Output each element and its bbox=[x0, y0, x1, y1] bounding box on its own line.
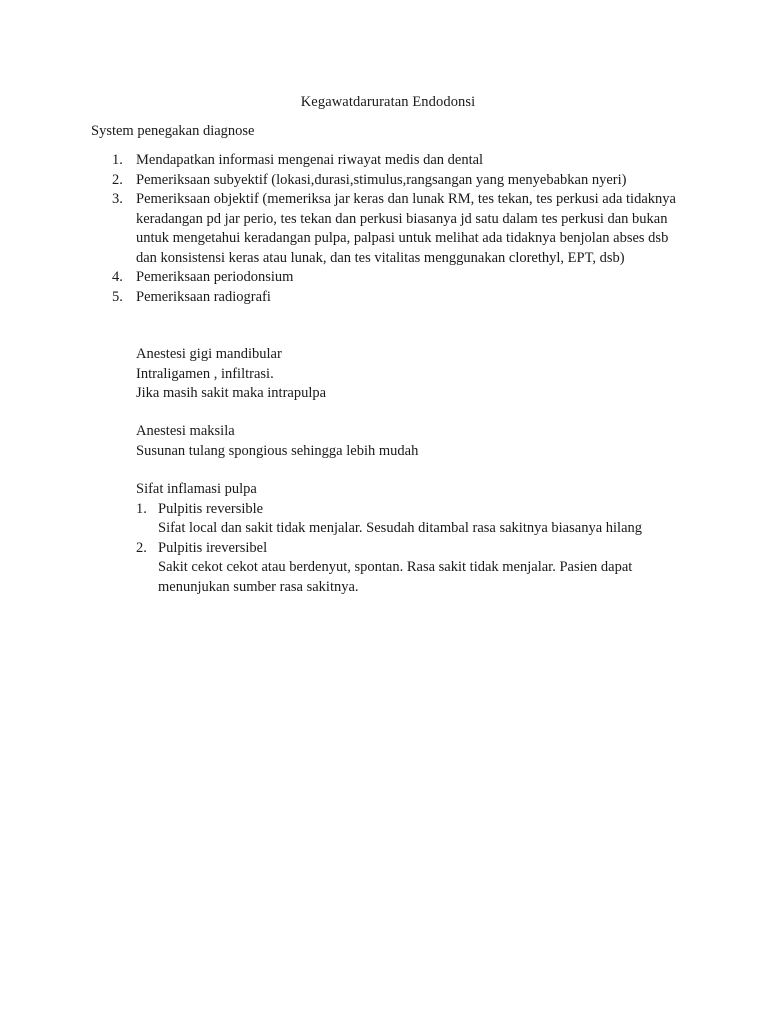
list-item-text: Pemeriksaan radiografi bbox=[136, 288, 271, 305]
list-item-description: Sifat local dan sakit tidak menjalar. Sesudah ditambal rasa sakitnya biasanya hilang bbox=[158, 520, 643, 536]
section-heading: System penegakan diagnose bbox=[91, 123, 255, 139]
inflamasi-block bbox=[136, 480, 678, 597]
list-item-text: Pemeriksaan objektif (memeriksa jar keras dan lunak RM, tes tekan, tes perkusi ada tidaknya keradangan pd jar perio, tes tekan dan perkusi biasanya jd satu dalam tes perkusi dan bukan untuk mengetahui keradangan pulpa, palpasi untuk melihat ada tidaknya benjolan abses dsb dan konsistensi keras atau lunak, dan tes vitalitas menggunakan clorethyl, EPT, dsb) bbox=[136, 191, 676, 266]
diagnosis-steps-list bbox=[0, 151, 768, 307]
anestesi-mandibular-heading: Anestesi gigi mandibular bbox=[136, 346, 282, 362]
list-item-number: 1. bbox=[112, 152, 123, 168]
list-item bbox=[136, 539, 678, 598]
document-title: Kegawatdaruratan Endodonsi bbox=[300, 94, 476, 110]
anestesi-mandibular-line: Intraligamen , infiltrasi. bbox=[136, 365, 274, 382]
list-item-text: Pemeriksaan periodonsium bbox=[136, 269, 294, 285]
list-item bbox=[136, 500, 678, 539]
list-item bbox=[0, 288, 768, 308]
list-item bbox=[0, 190, 768, 268]
anestesi-maksila-block bbox=[136, 422, 418, 461]
list-item-number: 1. bbox=[136, 500, 147, 517]
anestesi-maksila-heading: Anestesi maksila bbox=[136, 423, 235, 439]
list-item bbox=[0, 151, 768, 171]
list-item-description: Sakit cekot cekot atau berdenyut, spontan. Rasa sakit tidak menjalar. Pasien dapat menunjukan sumber rasa sakitnya. bbox=[158, 559, 633, 595]
list-item bbox=[0, 268, 768, 288]
list-item-text: Pemeriksaan subyektif (lokasi,durasi,stimulus,rangsangan yang menyebabkan nyeri) bbox=[136, 171, 627, 188]
list-item-label: Pulpitis reversible bbox=[158, 500, 264, 517]
list-item-number: 2. bbox=[112, 171, 123, 188]
list-item-text: Mendapatkan informasi mengenai riwayat medis dan dental bbox=[136, 152, 484, 168]
anestesi-maksila-line: Susunan tulang spongious sehingga lebih mudah bbox=[136, 442, 419, 459]
inflamasi-list bbox=[136, 500, 678, 598]
list-item-number: 4. bbox=[112, 269, 123, 285]
list-item-number: 3. bbox=[112, 191, 123, 207]
inflamasi-heading: Sifat inflamasi pulpa bbox=[136, 481, 257, 497]
anestesi-mandibular-line: Jika masih sakit maka intrapulpa bbox=[136, 385, 327, 401]
list-item bbox=[0, 171, 768, 191]
list-item-label: Pulpitis ireversibel bbox=[158, 539, 268, 556]
list-item-number: 5. bbox=[112, 288, 123, 305]
list-item-number: 2. bbox=[136, 539, 147, 556]
anestesi-mandibular-block bbox=[136, 345, 326, 404]
